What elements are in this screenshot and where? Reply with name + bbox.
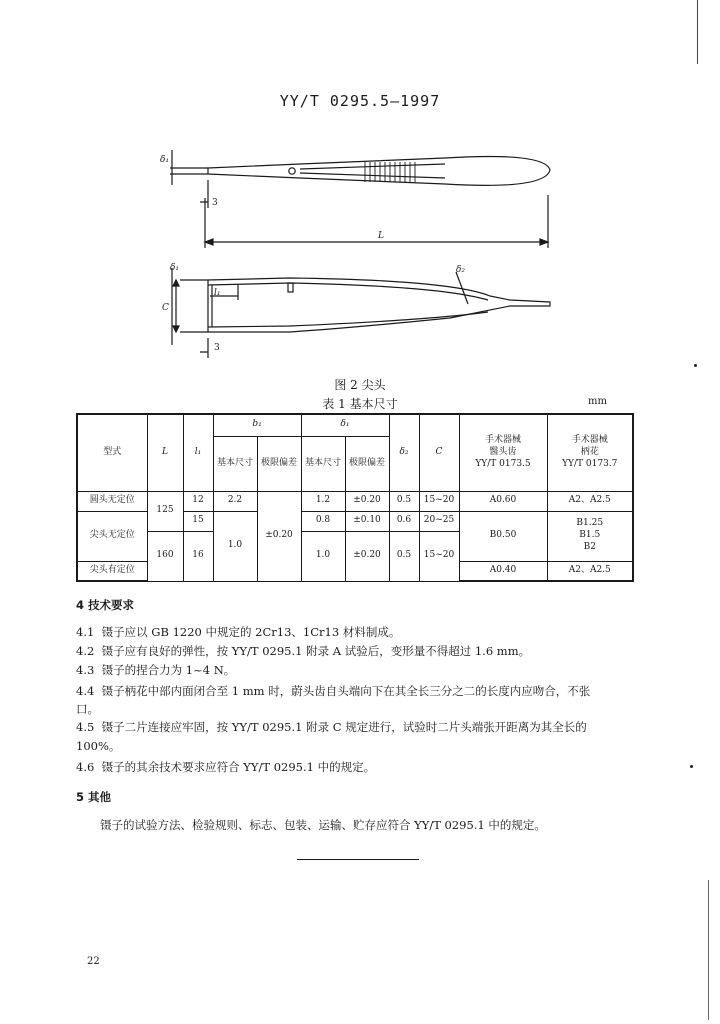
label-delta2: δ₂ [456, 265, 466, 275]
cell-l1: 15 [183, 511, 213, 531]
cell-b1-tol: ±0.20 [257, 491, 301, 581]
scan-edge-mark [708, 880, 709, 1020]
tweezers-figure [150, 140, 570, 380]
th-L: L [147, 414, 183, 491]
cell-C: 15~20 [419, 531, 459, 581]
cell-a: A0.40 [459, 561, 547, 581]
table-caption: 表 1 基本尺寸 [322, 397, 398, 411]
pin-mark [289, 168, 295, 174]
cell-L: 160 [147, 531, 183, 581]
th-b1-basic: 基本尺寸 [213, 436, 257, 491]
th-b1-tol: 极限偏差 [257, 436, 301, 491]
cell-d1-tol: ±0.20 [345, 531, 389, 581]
cell-d1-tol: ±0.10 [345, 511, 389, 531]
label-delta1-side: δ₁ [170, 263, 180, 273]
label-C: C [162, 303, 169, 313]
cell-type: 圆头无定位 [77, 491, 147, 511]
cell-b1: 2.2 [213, 491, 257, 511]
clause-4-2: 4.2 镊子应有良好的弹性，按 YY/T 0295.1 附录 A 试验后，变形量不得超过 1.6 mm。 [76, 644, 531, 658]
th-col-b: 手术器械 柄花 YY/T 0173.7 [547, 414, 633, 491]
section-title: 4 技术要求 [76, 598, 135, 612]
th-delta1: δ₁ [301, 414, 389, 436]
cell-L: 125 [147, 491, 183, 531]
cell-b1: 1.0 [213, 511, 257, 581]
label-L: L [378, 231, 384, 241]
cell-b: B1.25 B1.5 B2 [547, 511, 633, 561]
cell-d1: 1.2 [301, 491, 345, 511]
cell-C: 20~25 [419, 511, 459, 531]
cell-l1: 12 [183, 491, 213, 511]
cell-a: B0.50 [459, 511, 547, 561]
clause-4-4-cont: 口。 [76, 702, 99, 716]
th-d1-tol: 极限偏差 [345, 436, 389, 491]
cell-type: 尖头无定位 [77, 511, 147, 561]
figure-caption: 图 2 尖头 [334, 378, 386, 392]
label-delta1: δ₁ [160, 155, 170, 165]
cell-d2: 0.5 [389, 491, 419, 511]
cell-b: A2、A2.5 [547, 561, 633, 581]
th-C: C [419, 414, 459, 491]
cell-d1: 0.8 [301, 511, 345, 531]
clause-4-5: 4.5 镊子二片连接应牢固，按 YY/T 0295.1 附录 C 规定进行，试验时二片头端张开距离为其全长的 [76, 720, 587, 734]
label-dim3-side: 3 [214, 343, 220, 353]
clause-5: 镊子的试验方法、检验规则、标志、包装、运输、贮存应符合 YY/T 0295.1 中的规定。 [100, 818, 546, 832]
scan-speck [690, 765, 693, 768]
cell-d1: 1.0 [301, 531, 345, 581]
length-dimension [205, 195, 548, 248]
clause-4-4: 4.4 镊子柄花中部内面闭合至 1 mm 时，蔚头齿自头端向下在其全长三分之二的长度内应吻合，不张 [76, 684, 591, 698]
th-col-a: 手术器械 醫头齿 YY/T 0173.5 [459, 414, 547, 491]
clause-4-6: 4.6 镊子的其余技术要求应符合 YY/T 0295.1 中的规定。 [76, 760, 376, 774]
th-l1: l₁ [183, 414, 213, 491]
cell-d2: 0.5 [389, 531, 419, 581]
th-b1: b₁ [213, 414, 301, 436]
table-unit: mm [588, 396, 607, 407]
cell-d2: 0.6 [389, 511, 419, 531]
cell-a: A0.60 [459, 491, 547, 511]
cell-d1-tol: ±0.20 [345, 491, 389, 511]
tweezers-top-outline [208, 157, 550, 186]
label-l1: l₁ [214, 288, 221, 298]
scan-edge-mark [697, 0, 698, 64]
cell-b: A2、A2.5 [547, 491, 633, 511]
clause-4-5-cont: 100%。 [76, 739, 121, 753]
cell-l1: 16 [183, 531, 213, 581]
end-rule [297, 859, 419, 860]
standard-header: YY/T 0295.5—1997 [279, 92, 441, 110]
clause-4-3: 4.3 镊子的捏合力为 1~4 N。 [76, 663, 236, 677]
th-d1-basic: 基本尺寸 [301, 436, 345, 491]
th-type: 型式 [77, 414, 147, 491]
th-delta2: δ₂ [389, 414, 419, 491]
table-row [77, 491, 633, 511]
clause-4-1: 4.1 镊子应以 GB 1220 中规定的 2Cr13、1Cr13 材料制成。 [76, 625, 401, 639]
label-dim3-top: 3 [212, 198, 218, 208]
cell-type: 尖头有定位 [77, 561, 147, 581]
scan-speck [694, 364, 697, 367]
dimension-table [76, 413, 634, 582]
cell-C: 15~20 [419, 491, 459, 511]
page-number: 22 [87, 956, 100, 967]
section-title: 5 其他 [76, 790, 112, 804]
